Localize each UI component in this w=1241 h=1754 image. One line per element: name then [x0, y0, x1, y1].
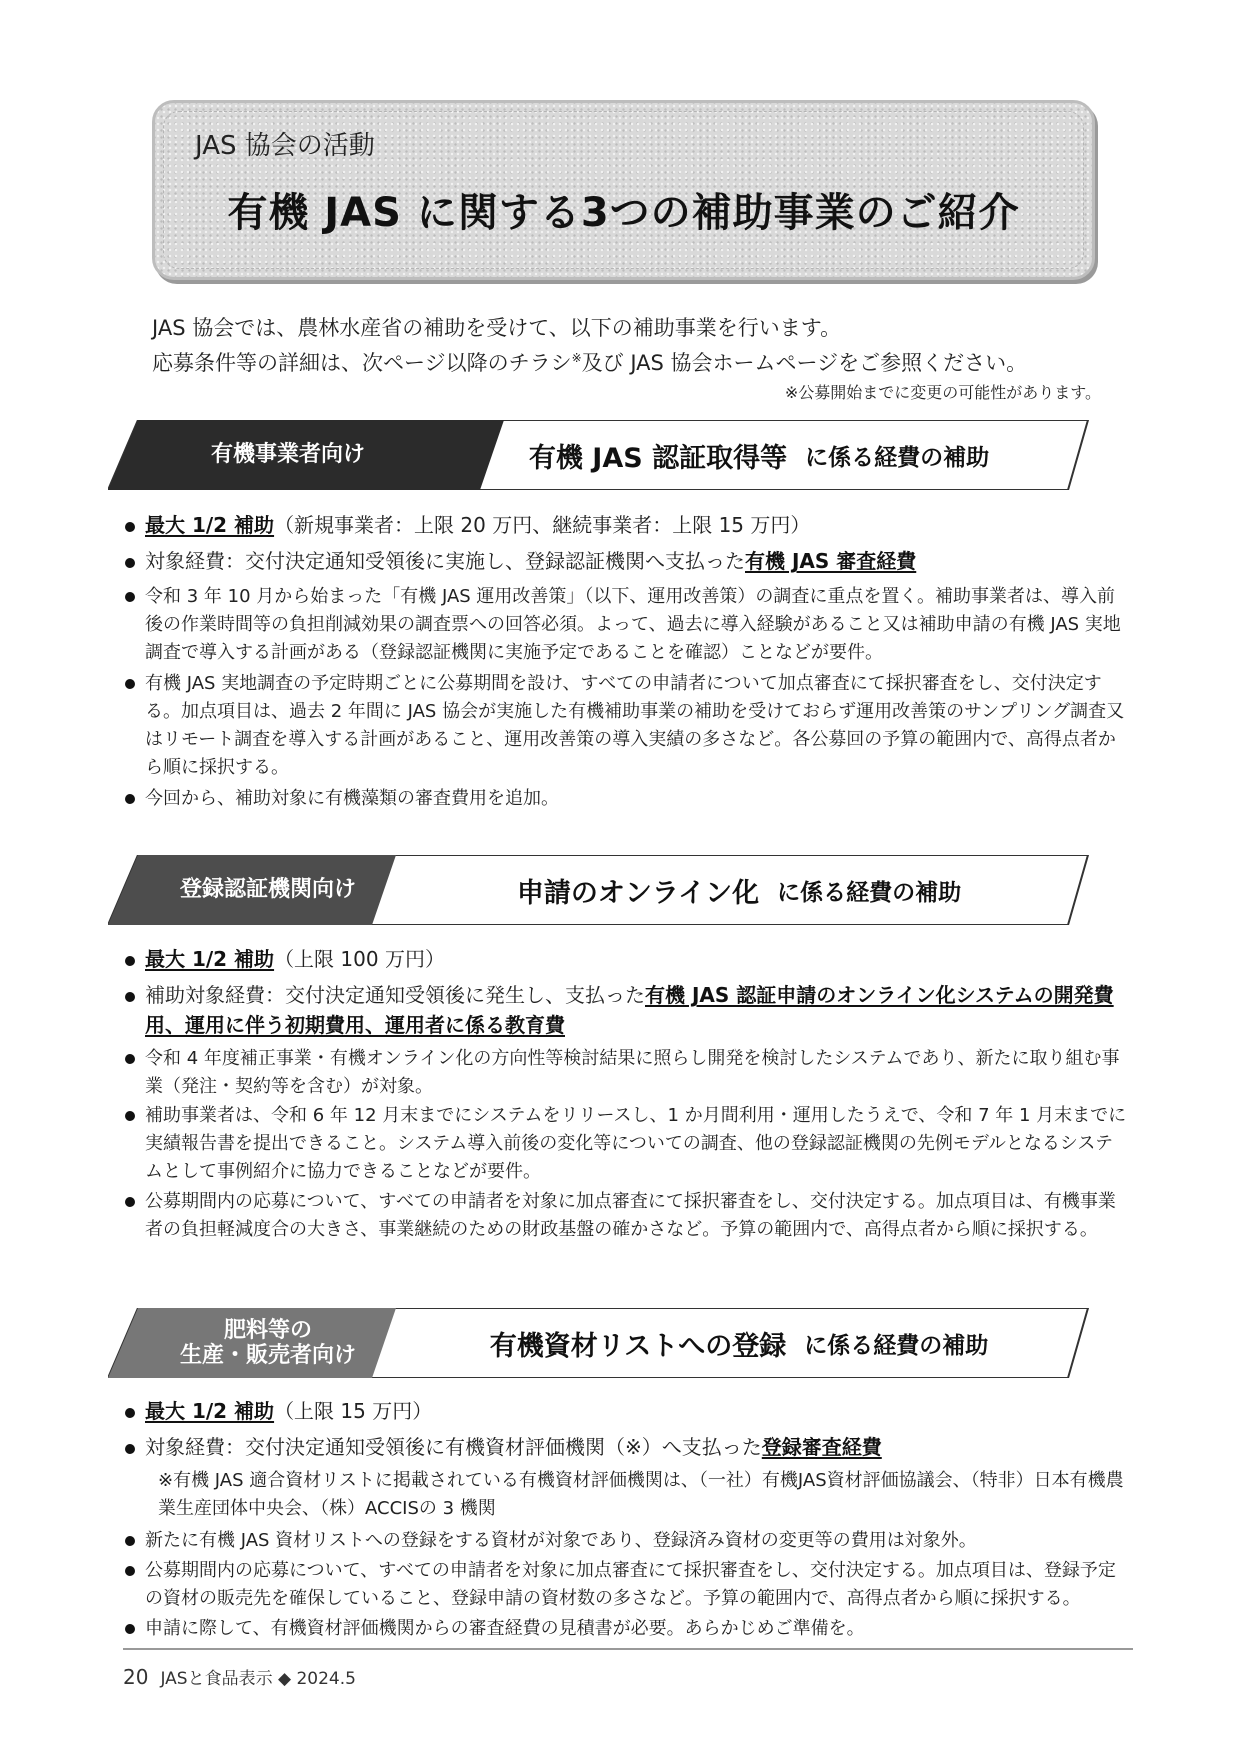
bullet-icon — [125, 1557, 143, 1585]
page-number: 20 — [123, 1665, 149, 1689]
bullet-icon — [125, 583, 143, 611]
intro-footnote-mark: ※ — [571, 351, 582, 365]
section-3-header — [108, 1308, 1090, 1378]
subsidy-rate: 最大 1/2 補助 — [145, 1399, 275, 1423]
item-text: 有機 JAS 実地調査の予定時期ごとに公募期間を設け、すべての申請者について加点審査にて採択審査をし、交付決定する。加点項目は、過去 2 年間に JAS 協会が実施した有機補助事業の補助を受けておらず運用改善策のサンプリング調査又はリモート調査を導入する計画があること、運用改善策の導入実績の多さなど。各公募回の予算の範囲内で、高得点者から順に採択する。 — [145, 673, 1125, 778]
bullet-icon — [125, 546, 143, 576]
list-item — [125, 1615, 1130, 1643]
bullet-icon — [125, 785, 143, 813]
item-text: 令和 3 年 10 月から始まった「有機 JAS 運用改善策」（以下、運用改善策）の調査に重点を置く。補助事業者は、導入前後の作業時間等の負担削減効果の調査票への回答必須。よって、過去に導入経験があること又は補助申請の有機 JAS 実地調査で導入する計画がある（登録認証機関に実施予定であることを確認）ことなどが要件。 — [145, 586, 1121, 663]
item-text: 新たに有機 JAS 資材リストへの登録をする資材が対象であり、登録済み資材の変更等の費用は対象外。 — [145, 1530, 977, 1551]
section-2-target: 登録認証機関向け — [179, 877, 356, 903]
bullet-icon — [125, 1527, 143, 1555]
page-title: 有機 JAS に関する3つの補助事業のご紹介 — [227, 190, 1020, 236]
eligible-cost: 登録審査経費 — [761, 1435, 882, 1459]
section-3-title — [408, 1308, 1070, 1378]
eligible-cost: 有機 JAS 認証申請のオンライン化システムの開発費用、運用に伴う初期費用、運用者に係る教育費 — [145, 983, 1114, 1037]
list-item — [125, 1188, 1130, 1244]
item-text: 令和 4 年度補正事業・有機オンライン化の方向性等検討結果に照らし開発を検討したシステムであり、新たに取り組む事業（発注・契約等を含む）が対象。 — [145, 1048, 1120, 1097]
item-text: 申請に際して、有機資材評価機関からの審査経費の見積書が必要。あらかじめご準備を。 — [145, 1618, 865, 1639]
intro-line-2-text-end: 及び JAS 協会ホームページをご参照ください。 — [581, 351, 1028, 375]
list-item — [125, 980, 1130, 1040]
bullet-icon — [125, 1102, 143, 1130]
eligible-cost: 有機 JAS 審査経費 — [745, 549, 917, 573]
bullet-icon — [125, 1615, 143, 1643]
item-text: （新規事業者：上限 20 万円、継続事業者：上限 15 万円） — [274, 513, 811, 537]
subsidy-rate: 最大 1/2 補助 — [145, 947, 275, 971]
item-text: 今回から、補助対象に有機藻類の審査費用を追加。 — [145, 788, 559, 809]
section-1-title-main: 有機 JAS 認証取得等 — [528, 442, 788, 474]
item-text: 公募期間内の応募について、すべての申請者を対象に加点審査にて採択審査をし、交付決定する。加点項目は、登録予定の資材の販売先を確保していること、登録申請の資材数の多さなど。予算の範囲内で、高得点者から順に採択する。 — [145, 1560, 1116, 1609]
section-2-title — [408, 855, 1070, 925]
bullet-icon — [125, 510, 143, 540]
item-text: 対象経費：交付決定通知受領後に実施し、登録認証機関へ支払った — [145, 549, 745, 573]
list-item — [125, 546, 1130, 576]
intro-line-1: JAS 協会では、農林水産省の補助を受けて、以下の補助事業を行います。 — [152, 316, 842, 340]
intro-line-2 — [152, 347, 1027, 377]
list-item — [125, 1396, 1130, 1426]
intro-line-2-text: 応募条件等の詳細は、次ページ以降のチラシ — [152, 351, 572, 375]
section-2-header — [108, 855, 1090, 925]
list-item — [125, 583, 1130, 667]
item-text: （上限 15 万円） — [274, 1399, 433, 1423]
bullet-icon — [125, 1396, 143, 1426]
subsidy-rate: 最大 1/2 補助 — [145, 513, 275, 537]
bullet-icon — [125, 1188, 143, 1216]
section-2-title-main: 申請のオンライン化 — [516, 877, 760, 909]
section-3-target-line-2: 生産・販売者向け — [179, 1343, 356, 1368]
publication-info: JASと食品表示 ◆ 2024.5 — [160, 1669, 356, 1689]
section-1-title-suffix: に係る経費の補助 — [805, 444, 990, 471]
list-item — [125, 944, 1130, 974]
section-3-title-suffix: に係る経費の補助 — [804, 1332, 989, 1359]
bullet-icon — [125, 980, 143, 1010]
item-text: 補助事業者は、令和 6 年 12 月末までにシステムをリリースし、1 か月間利用・運用したうえで、令和 7 年 1 月末までに実績報告書を提出できること。システム導入前後の変化等についての調査、他の登録認証機関の先例モデルとなるシステムとして事例紹介に協力できることなどが要件。 — [145, 1105, 1127, 1182]
section-2-title-suffix: に係る経費の補助 — [777, 879, 962, 906]
list-item — [125, 785, 1130, 813]
list-item — [125, 1432, 1130, 1462]
list-item — [125, 1102, 1130, 1186]
section-1-header — [108, 420, 1090, 490]
bullet-icon — [125, 670, 143, 698]
footer-divider — [123, 1648, 1133, 1650]
section-1-target: 有機事業者向け — [210, 442, 365, 468]
section-3-target — [138, 1308, 398, 1378]
section-label: JAS 協会の活動 — [195, 131, 375, 161]
bullet-icon — [125, 1045, 143, 1073]
item-text: 対象経費：交付決定通知受領後に有機資材評価機関（※）へ支払った — [145, 1435, 762, 1459]
section-3-target-line-1: 肥料等の — [223, 1317, 312, 1343]
item-text: 公募期間内の応募について、すべての申請者を対象に加点審査にて採択審査をし、交付決定する。加点項目は、有機事業者の負担軽減度合の大きさ、事業継続のための財政基盤の確かさなど。予算の範囲内で、高得点者から順に採択する。 — [145, 1191, 1116, 1240]
list-item — [125, 1045, 1130, 1101]
list-item — [125, 1527, 1130, 1555]
section-3-title-main: 有機資材リストへの登録 — [489, 1330, 787, 1362]
list-item — [125, 670, 1130, 782]
list-item — [125, 1557, 1130, 1613]
item-text: （上限 100 万円） — [274, 947, 445, 971]
bullet-icon — [125, 944, 143, 974]
section-1-title — [448, 420, 1070, 490]
bullet-icon — [125, 1432, 143, 1462]
title-banner — [152, 100, 1095, 280]
change-note: ※公募開始までに変更の可能性があります。 — [784, 383, 1101, 402]
list-item — [125, 510, 1130, 540]
item-text: 補助対象経費：交付決定通知受領後に発生し、支払った — [145, 983, 645, 1007]
page-footer — [123, 1664, 356, 1689]
evaluator-note: ※有機 JAS 適合資材リストに掲載されている有機資材評価機関は、（一社）有機JAS資材評価協議会、（特非）日本有機農業生産団体中央会、（株）ACCISの 3 機関 — [158, 1470, 1124, 1519]
